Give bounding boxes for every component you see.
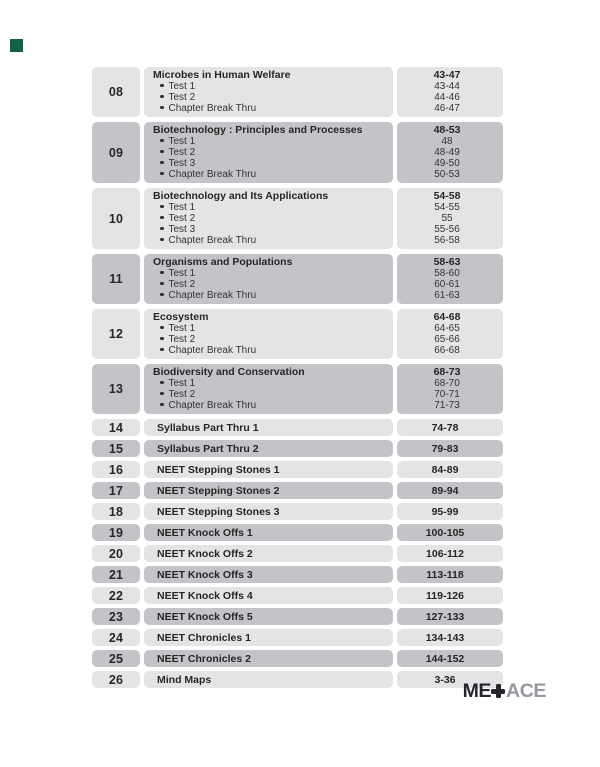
chapter-number: 26 xyxy=(92,671,140,688)
sub-item-label: Test 2 xyxy=(168,147,196,158)
sub-item-pages: 71-73 xyxy=(434,400,460,411)
chapter-content-cell xyxy=(144,461,393,478)
chapter-pages-cell xyxy=(397,440,503,457)
chapter-sub-item xyxy=(153,92,385,103)
chapter-title: Mind Maps xyxy=(157,673,212,686)
chapter-pages-cell xyxy=(397,67,503,117)
medical-cross-icon xyxy=(491,684,505,698)
bullet-icon xyxy=(160,293,164,297)
bullet-icon xyxy=(160,348,164,352)
chapter-title: NEET Stepping Stones 1 xyxy=(157,463,280,476)
sub-item-label: Test 2 xyxy=(168,213,196,224)
chapter-content-cell xyxy=(144,67,393,117)
chapter-number: 08 xyxy=(92,67,140,117)
sub-item-pages: 64-65 xyxy=(434,323,460,334)
chapter-page-range: 74-78 xyxy=(431,421,459,434)
toc-row-08 xyxy=(92,67,503,117)
chapter-page-range: 3-36 xyxy=(434,673,456,686)
bullet-icon xyxy=(160,282,164,286)
chapter-sub-item xyxy=(153,224,385,235)
chapter-number: 09 xyxy=(92,122,140,183)
toc-row-20 xyxy=(92,545,503,562)
chapter-content-cell xyxy=(144,309,393,359)
chapter-sub-item xyxy=(153,202,385,213)
chapter-sub-item xyxy=(153,136,385,147)
toc-row-24 xyxy=(92,629,503,646)
chapter-number: 16 xyxy=(92,461,140,478)
chapter-content-cell xyxy=(144,503,393,520)
chapter-pages-cell xyxy=(397,461,503,478)
sub-item-pages: 46-47 xyxy=(434,103,460,114)
toc-row-17 xyxy=(92,482,503,499)
chapter-pages-cell xyxy=(397,587,503,604)
chapter-pages-cell xyxy=(397,629,503,646)
chapter-pages-cell xyxy=(397,309,503,359)
chapter-page-range: 58-63 xyxy=(433,256,461,268)
page-corner-marker xyxy=(10,39,23,52)
chapter-pages-cell xyxy=(397,650,503,667)
chapter-title: NEET Stepping Stones 2 xyxy=(157,484,280,497)
sub-item-pages: 50-53 xyxy=(434,169,460,180)
chapter-content-cell xyxy=(144,419,393,436)
chapter-title: NEET Chronicles 2 xyxy=(157,652,251,665)
chapter-pages-cell xyxy=(397,503,503,520)
chapter-content-cell xyxy=(144,566,393,583)
chapter-page-range: 100-105 xyxy=(425,526,465,539)
chapter-sub-item xyxy=(153,334,385,345)
bullet-icon xyxy=(160,326,164,330)
chapter-title: Microbes in Human Welfare xyxy=(153,69,291,81)
toc-row-12 xyxy=(92,309,503,359)
chapter-page-range: 79-83 xyxy=(431,442,459,455)
chapter-page-range: 43-47 xyxy=(433,69,461,81)
chapter-number: 12 xyxy=(92,309,140,359)
chapter-title: NEET Knock Offs 1 xyxy=(157,526,253,539)
sub-item-pages: 48-49 xyxy=(434,147,460,158)
chapter-sub-item xyxy=(153,378,385,389)
chapter-content-cell xyxy=(144,254,393,304)
bullet-icon xyxy=(160,84,164,88)
bullet-icon xyxy=(160,172,164,176)
toc-row-19 xyxy=(92,524,503,541)
bullet-icon xyxy=(160,238,164,242)
chapter-page-range: 89-94 xyxy=(431,484,459,497)
chapter-page-range: 127-133 xyxy=(425,610,465,623)
chapter-title: NEET Knock Offs 4 xyxy=(157,589,253,602)
bullet-icon xyxy=(160,227,164,231)
chapter-page-range: 95-99 xyxy=(431,505,459,518)
sub-item-pages: 48 xyxy=(441,136,453,147)
chapter-number: 10 xyxy=(92,188,140,249)
chapter-title: Biotechnology : Principles and Processes xyxy=(153,124,363,136)
sub-item-pages: 70-71 xyxy=(434,389,460,400)
chapter-content-cell xyxy=(144,440,393,457)
sub-item-label: Test 1 xyxy=(168,323,196,334)
chapter-sub-item xyxy=(153,290,385,301)
bullet-icon xyxy=(160,106,164,110)
chapter-pages-cell xyxy=(397,566,503,583)
toc-row-23 xyxy=(92,608,503,625)
toc-row-13 xyxy=(92,364,503,414)
chapter-content-cell xyxy=(144,364,393,414)
chapter-title: NEET Chronicles 1 xyxy=(157,631,251,644)
sub-item-label: Chapter Break Thru xyxy=(168,103,257,114)
toc-row-18 xyxy=(92,503,503,520)
medace-logo xyxy=(463,681,546,701)
bullet-icon xyxy=(160,392,164,396)
chapter-title: NEET Knock Offs 3 xyxy=(157,568,253,581)
sub-item-pages: 60-61 xyxy=(434,279,460,290)
chapter-number: 25 xyxy=(92,650,140,667)
chapter-content-cell xyxy=(144,482,393,499)
chapter-title: Biotechnology and Its Applications xyxy=(153,190,329,202)
chapter-title: NEET Knock Offs 5 xyxy=(157,610,253,623)
chapter-content-cell xyxy=(144,524,393,541)
toc-row-15 xyxy=(92,440,503,457)
chapter-number: 19 xyxy=(92,524,140,541)
sub-item-label: Chapter Break Thru xyxy=(168,345,257,356)
sub-item-pages: 61-63 xyxy=(434,290,460,301)
sub-item-label: Chapter Break Thru xyxy=(168,400,257,411)
chapter-sub-item xyxy=(153,400,385,411)
bullet-icon xyxy=(160,205,164,209)
toc-row-10 xyxy=(92,188,503,249)
chapter-page-range: 54-58 xyxy=(433,190,461,202)
toc-row-09 xyxy=(92,122,503,183)
sub-item-label: Test 1 xyxy=(168,378,196,389)
toc-row-14 xyxy=(92,419,503,436)
chapter-content-cell xyxy=(144,545,393,562)
chapter-number: 17 xyxy=(92,482,140,499)
chapter-title: NEET Stepping Stones 3 xyxy=(157,505,280,518)
chapter-content-cell xyxy=(144,188,393,249)
chapter-page-range: 68-73 xyxy=(433,366,461,378)
logo-text-ace: ACE xyxy=(506,680,546,702)
chapter-number: 20 xyxy=(92,545,140,562)
sub-item-label: Test 2 xyxy=(168,279,196,290)
chapter-sub-item xyxy=(153,235,385,246)
chapter-pages-cell xyxy=(397,482,503,499)
bullet-icon xyxy=(160,337,164,341)
sub-item-label: Test 1 xyxy=(168,81,196,92)
chapter-content-cell xyxy=(144,608,393,625)
sub-item-pages: 43-44 xyxy=(434,81,460,92)
chapter-page-range: 119-126 xyxy=(426,589,464,602)
sub-item-label: Test 1 xyxy=(168,202,196,213)
sub-item-label: Test 2 xyxy=(168,334,196,345)
chapter-sub-item xyxy=(153,345,385,356)
sub-item-label: Chapter Break Thru xyxy=(168,290,257,301)
chapter-title: Syllabus Part Thru 2 xyxy=(157,442,259,455)
chapter-number: 21 xyxy=(92,566,140,583)
chapter-number: 15 xyxy=(92,440,140,457)
bullet-icon xyxy=(160,139,164,143)
sub-item-pages: 65-66 xyxy=(434,334,460,345)
chapter-sub-item xyxy=(153,213,385,224)
toc-row-26 xyxy=(92,671,503,688)
sub-item-label: Test 2 xyxy=(168,92,196,103)
sub-item-pages: 49-50 xyxy=(434,158,460,169)
chapter-sub-item xyxy=(153,169,385,180)
chapter-pages-cell xyxy=(397,122,503,183)
sub-item-pages: 55 xyxy=(441,213,453,224)
toc-table xyxy=(92,67,503,692)
chapter-pages-cell xyxy=(397,188,503,249)
chapter-pages-cell xyxy=(397,254,503,304)
sub-item-pages: 44-46 xyxy=(434,92,460,103)
chapter-pages-cell xyxy=(397,524,503,541)
chapter-content-cell xyxy=(144,122,393,183)
sub-item-pages: 68-70 xyxy=(434,378,460,389)
chapter-page-range: 144-152 xyxy=(425,652,465,665)
bullet-icon xyxy=(160,271,164,275)
sub-item-label: Test 2 xyxy=(168,389,196,400)
chapter-sub-item xyxy=(153,103,385,114)
toc-row-25 xyxy=(92,650,503,667)
sub-item-label: Test 3 xyxy=(168,158,196,169)
chapter-sub-item xyxy=(153,81,385,92)
chapter-page-range: 113-118 xyxy=(426,568,464,581)
bullet-icon xyxy=(160,95,164,99)
chapter-title: Organisms and Populations xyxy=(153,256,293,268)
sub-item-pages: 54-55 xyxy=(434,202,460,213)
chapter-pages-cell xyxy=(397,364,503,414)
chapter-content-cell xyxy=(144,650,393,667)
chapter-pages-cell xyxy=(397,419,503,436)
chapter-title: NEET Knock Offs 2 xyxy=(157,547,253,560)
chapter-sub-item xyxy=(153,279,385,290)
chapter-pages-cell xyxy=(397,608,503,625)
chapter-sub-item xyxy=(153,158,385,169)
toc-row-11 xyxy=(92,254,503,304)
sub-item-pages: 56-58 xyxy=(434,235,460,246)
logo-text-me: ME xyxy=(462,680,492,702)
bullet-icon xyxy=(160,150,164,154)
chapter-number: 18 xyxy=(92,503,140,520)
chapter-sub-item xyxy=(153,147,385,158)
toc-row-16 xyxy=(92,461,503,478)
chapter-content-cell xyxy=(144,671,393,688)
bullet-icon xyxy=(160,381,164,385)
chapter-sub-item xyxy=(153,323,385,334)
bullet-icon xyxy=(160,216,164,220)
bullet-icon xyxy=(160,161,164,165)
sub-item-pages: 55-56 xyxy=(434,224,460,235)
chapter-content-cell xyxy=(144,629,393,646)
sub-item-label: Test 3 xyxy=(168,224,196,235)
chapter-page-range: 134-143 xyxy=(425,631,465,644)
chapter-number: 23 xyxy=(92,608,140,625)
chapter-page-range: 64-68 xyxy=(433,311,461,323)
chapter-sub-item xyxy=(153,389,385,400)
sub-item-label: Test 1 xyxy=(168,268,196,279)
toc-row-22 xyxy=(92,587,503,604)
chapter-number: 14 xyxy=(92,419,140,436)
chapter-number: 13 xyxy=(92,364,140,414)
chapter-page-range: 48-53 xyxy=(433,124,461,136)
sub-item-label: Chapter Break Thru xyxy=(168,169,257,180)
chapter-title: Biodiversity and Conservation xyxy=(153,366,305,378)
chapter-number: 22 xyxy=(92,587,140,604)
chapter-number: 11 xyxy=(92,254,140,304)
chapter-sub-item xyxy=(153,268,385,279)
chapter-title: Syllabus Part Thru 1 xyxy=(157,421,259,434)
chapter-content-cell xyxy=(144,587,393,604)
sub-item-label: Test 1 xyxy=(168,136,196,147)
bullet-icon xyxy=(160,403,164,407)
chapter-number: 24 xyxy=(92,629,140,646)
sub-item-label: Chapter Break Thru xyxy=(168,235,257,246)
sub-item-pages: 58-60 xyxy=(434,268,460,279)
chapter-title: Ecosystem xyxy=(153,311,209,323)
sub-item-pages: 66-68 xyxy=(434,345,460,356)
toc-row-21 xyxy=(92,566,503,583)
chapter-page-range: 84-89 xyxy=(431,463,459,476)
chapter-pages-cell xyxy=(397,545,503,562)
chapter-page-range: 106-112 xyxy=(426,547,464,560)
